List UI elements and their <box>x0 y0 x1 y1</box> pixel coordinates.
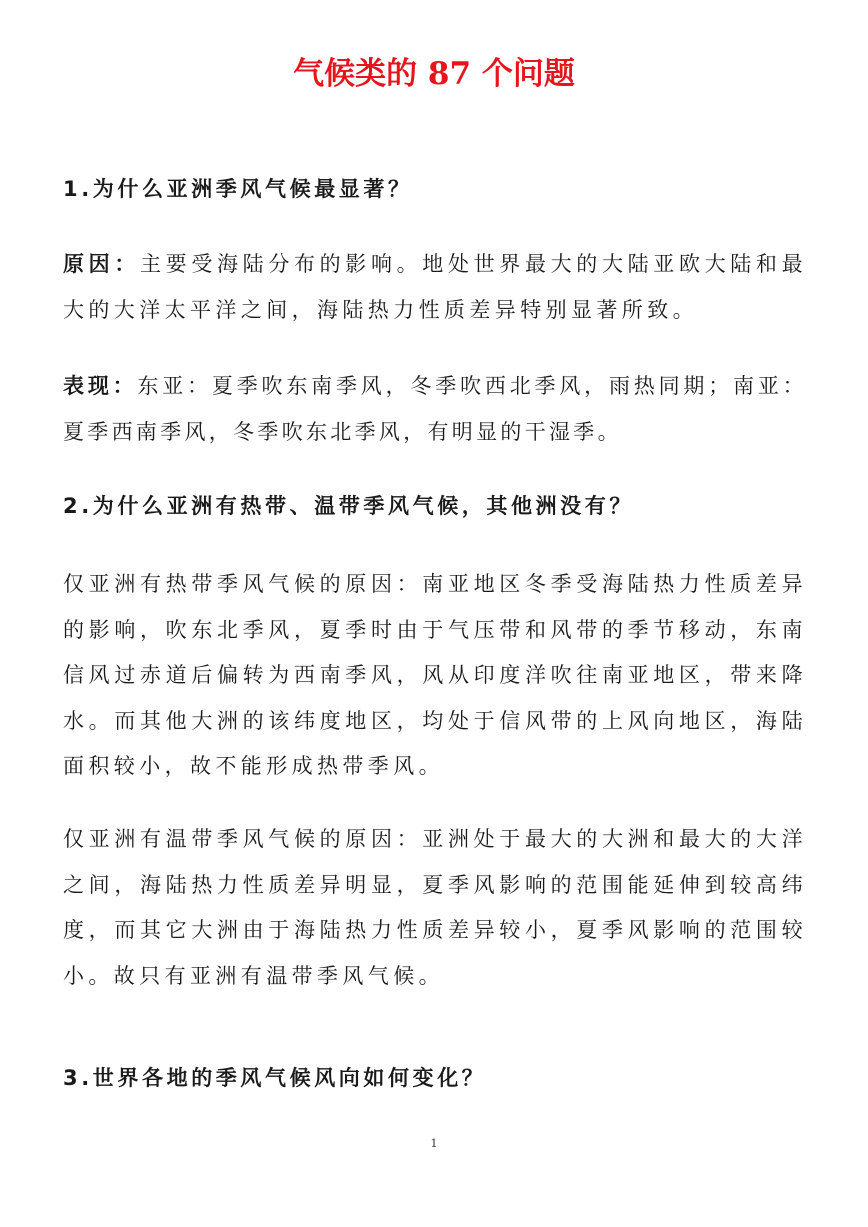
reason-text: 主要受海陆分布的影响。地处世界最大的大陆亚欧大陆和最大的大洋太平洋之间，海陆热力性质差异特别显著所致。 <box>63 252 807 322</box>
reason-lead-label: 原因： <box>63 252 140 276</box>
manifestation-text: 东亚：夏季吹东南季风，冬季吹西北季风，雨热同期；南亚：夏季西南季风，冬季吹东北季风，有明显的干湿季。 <box>63 374 807 444</box>
manifestation-lead-label: 表现： <box>63 374 138 398</box>
section-heading-2: 2.为什么亚洲有热带、温带季风气候，其他洲没有？ <box>63 494 634 518</box>
section-2-paragraph-temperate: 仅亚洲有温带季风气候的原因：亚洲处于最大的大洲和最大的大洋之间，海陆热力性质差异明显，夏季风影响的范围能延伸到较高纬度，而其它大洲由于海陆热力性质差异较小，夏季风影响的范围较小。故只有亚洲有温带季风气候。 <box>63 827 807 988</box>
document-title: 气候类的 87 个问题 <box>293 56 575 92</box>
section-heading-3: 3.世界各地的季风气候风向如何变化？ <box>63 1066 487 1090</box>
page-number: 1 <box>430 1137 438 1150</box>
section-2-paragraph-tropical: 仅亚洲有热带季风气候的原因：南亚地区冬季受海陆热力性质差异的影响，吹东北季风，夏季时由于气压带和风带的季节移动，东南信风过赤道后偏转为西南季风，风从印度洋吹往南亚地区，带来降水。而其他大洲的该纬度地区，均处于信风带的上风向地区，海陆面积较小，故不能形成热带季风。 <box>63 572 807 778</box>
section-heading-1: 1.为什么亚洲季风气候最显著？ <box>63 177 413 201</box>
section-1-paragraph-manifestation <box>63 364 807 455</box>
section-1-paragraph-reason <box>63 242 807 333</box>
